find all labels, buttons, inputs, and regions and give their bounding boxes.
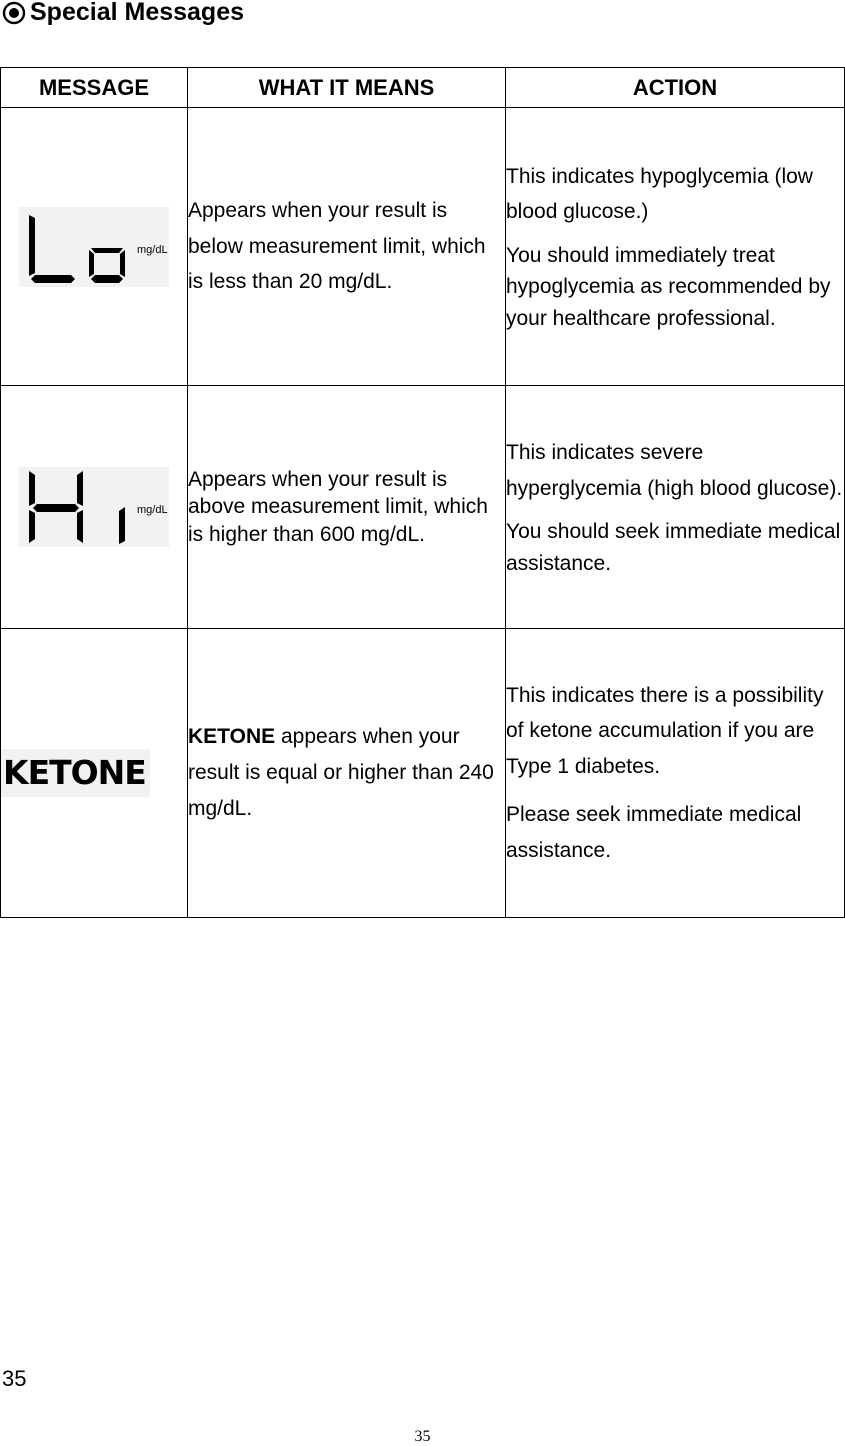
table-row [1, 629, 845, 918]
means-bold-term: KETONE [188, 725, 276, 749]
means-cell [188, 108, 506, 386]
means-text: Appears when your result is above measurement limit, which is higher than 600 mg/dL. [188, 468, 488, 546]
means-text [188, 719, 505, 826]
means-text: Appears when your result is below measurement limit, which is less than 20 mg/dL. [188, 198, 486, 294]
action-text-secondary: You should seek immediate medical assistance. [506, 520, 841, 575]
column-header-what-it-means: WHAT IT MEANS [188, 68, 506, 108]
page-number-center: 35 [414, 1428, 431, 1445]
action-text-primary: This indicates severe hyperglycemia (high blood glucose). [506, 440, 843, 500]
action-text-secondary: Please seek immediate medical assistance. [506, 802, 802, 862]
message-cell-lo [1, 108, 188, 386]
section-title: Special Messages [30, 0, 245, 26]
column-header-message: MESSAGE [1, 68, 188, 108]
action-text-primary: This indicates there is a possibility of ketone accumulation if you are Type 1 diabetes. [506, 683, 824, 779]
lcd-unit-label: mg/dL [137, 243, 168, 256]
table-header-row [1, 68, 845, 108]
means-cell [188, 386, 506, 629]
action-cell [506, 629, 845, 918]
message-cell-hi [1, 386, 188, 629]
action-cell [506, 386, 845, 629]
lcd-unit-label: mg/dL [137, 504, 168, 516]
lcd-lo-display-icon [19, 207, 169, 287]
circled-dot-icon [2, 0, 30, 33]
action-text-primary: This indicates hypoglycemia (low blood glucose.) [506, 164, 813, 224]
action-cell [506, 108, 845, 386]
column-header-action: ACTION [506, 68, 845, 108]
page-number-left: 35 [2, 1366, 27, 1391]
section-heading [2, 0, 244, 33]
ketone-display-icon: KETONE [1, 749, 150, 797]
means-text-rest: appears when your result is equal or higher than 240 mg/dL. [188, 725, 494, 820]
message-cell-ketone [1, 629, 188, 918]
action-text-secondary: You should immediately treat hypoglycemia as recommended by your healthcare professional. [506, 243, 831, 330]
table-row [1, 108, 845, 386]
special-messages-table [0, 67, 845, 918]
means-cell [188, 629, 506, 918]
table-row [1, 386, 845, 629]
lcd-hi-display-icon [19, 467, 169, 547]
